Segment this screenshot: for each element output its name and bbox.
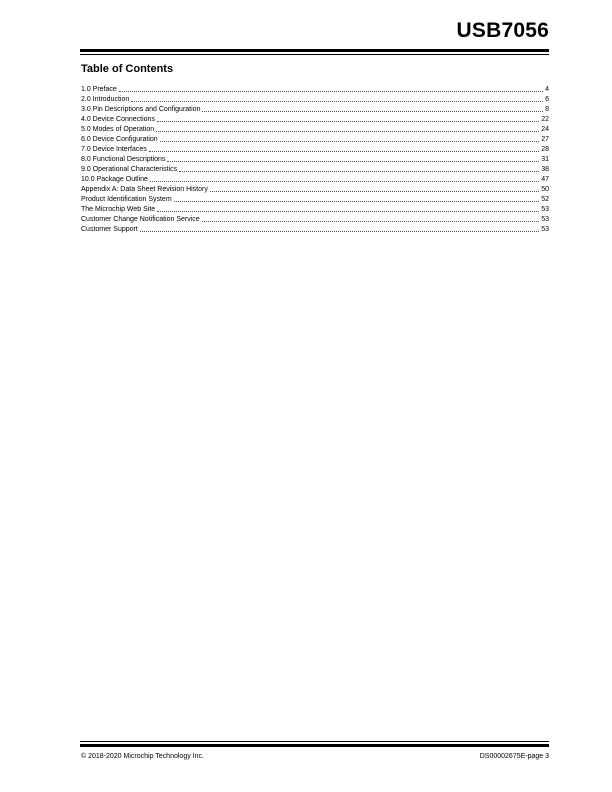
toc-entry-device-connections[interactable] — [81, 114, 549, 124]
toc-entry-functional-descriptions[interactable] — [81, 154, 549, 164]
toc-entry-customer-support[interactable] — [81, 224, 549, 234]
footer-copyright: © 2018-2020 Microchip Technology Inc. — [81, 753, 204, 760]
toc-entry-device-interfaces[interactable] — [81, 144, 549, 154]
footer-rule-thin — [80, 741, 549, 742]
toc-list — [81, 84, 549, 234]
toc-heading: Table of Contents — [81, 63, 174, 75]
toc-entry-introduction[interactable] — [81, 94, 549, 104]
toc-entry-pin-descriptions[interactable] — [81, 104, 549, 114]
toc-leader — [202, 111, 543, 112]
toc-leader — [150, 181, 539, 182]
toc-entry-page: 27 — [541, 136, 549, 143]
toc-entry-page: 50 — [541, 186, 549, 193]
toc-entry-page: 53 — [541, 216, 549, 223]
toc-entry-page: 53 — [541, 226, 549, 233]
toc-leader — [202, 221, 540, 222]
toc-leader — [140, 231, 539, 232]
toc-leader — [149, 151, 539, 152]
toc-entry-change-notification[interactable] — [81, 214, 549, 224]
toc-entry-title: 2.0 Introduction — [81, 96, 130, 103]
toc-leader — [157, 211, 539, 212]
toc-leader — [179, 171, 539, 172]
toc-entry-title: 7.0 Device Interfaces — [81, 146, 147, 153]
toc-entry-page: 53 — [541, 206, 549, 213]
toc-entry-page: 31 — [541, 156, 549, 163]
toc-entry-web-site[interactable] — [81, 204, 549, 214]
footer-page-number: DS00002675E-page 3 — [479, 753, 549, 760]
toc-entry-preface[interactable] — [81, 84, 549, 94]
toc-entry-title: 8.0 Functional Descriptions — [81, 156, 166, 163]
toc-entry-revision-history[interactable] — [81, 184, 549, 194]
toc-entry-title: 3.0 Pin Descriptions and Configuration — [81, 106, 201, 113]
toc-leader — [119, 91, 543, 92]
toc-leader — [167, 161, 539, 162]
toc-entry-title: 4.0 Device Connections — [81, 116, 155, 123]
toc-entry-device-configuration[interactable] — [81, 134, 549, 144]
toc-entry-page: 28 — [541, 146, 549, 153]
document-title: USB7056 — [456, 19, 549, 42]
toc-entry-page: 8 — [545, 106, 549, 113]
toc-entry-modes-of-operation[interactable] — [81, 124, 549, 134]
toc-leader — [210, 191, 539, 192]
toc-entry-title: 5.0 Modes of Operation — [81, 126, 155, 133]
toc-entry-product-identification[interactable] — [81, 194, 549, 204]
toc-entry-title: Customer Change Notification Service — [81, 216, 200, 223]
header-rule-thick — [80, 49, 549, 52]
toc-entry-title: 10.0 Package Outline — [81, 176, 148, 183]
toc-entry-page: 4 — [545, 86, 549, 93]
toc-entry-operational-characteristics[interactable] — [81, 164, 549, 174]
toc-entry-title: Customer Support — [81, 226, 138, 233]
toc-entry-page: 47 — [541, 176, 549, 183]
toc-leader — [156, 131, 539, 132]
toc-entry-title: Product Identification System — [81, 196, 172, 203]
toc-leader — [160, 141, 540, 142]
toc-leader — [157, 121, 539, 122]
toc-entry-page: 6 — [545, 96, 549, 103]
footer-rule-thick — [80, 744, 549, 747]
toc-entry-page: 38 — [541, 166, 549, 173]
toc-entry-title: Appendix A: Data Sheet Revision History — [81, 186, 208, 193]
header-rule-thin — [80, 54, 549, 55]
toc-entry-title: The Microchip Web Site — [81, 206, 156, 213]
toc-entry-title: 9.0 Operational Characteristics — [81, 166, 178, 173]
toc-entry-page: 22 — [541, 116, 549, 123]
toc-leader — [131, 101, 543, 102]
toc-leader — [174, 201, 540, 202]
toc-entry-page: 24 — [541, 126, 549, 133]
toc-entry-title: 6.0 Device Configuration — [81, 136, 158, 143]
toc-entry-title: 1.0 Preface — [81, 86, 117, 93]
toc-entry-page: 52 — [541, 196, 549, 203]
toc-entry-package-outline[interactable] — [81, 174, 549, 184]
